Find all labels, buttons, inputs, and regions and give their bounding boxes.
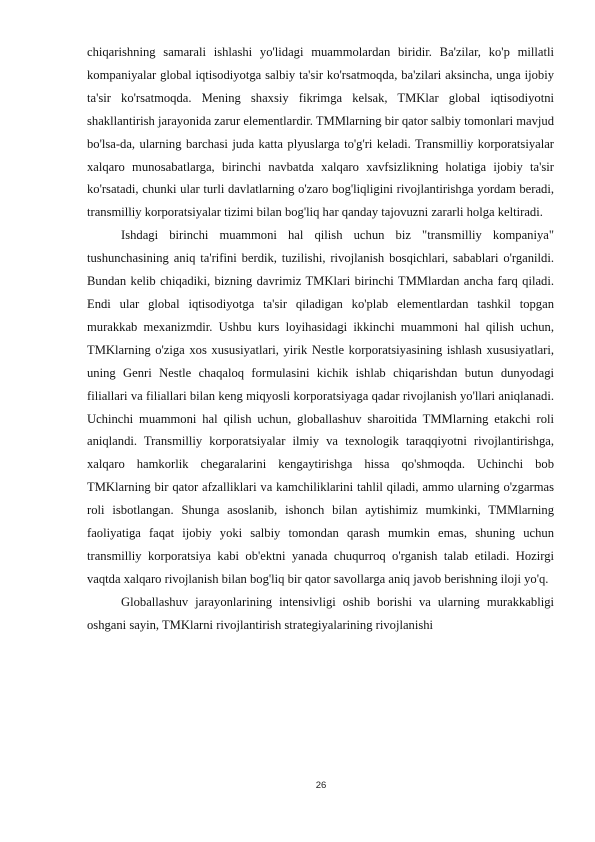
paragraph-3: Globallashuv jarayonlarining intensivligi oshib borishi va ularning murakkabligi oshgani sayin, TMKlarni rivojlantirish strategiyalarining rivojlanishi xyxy=(87,594,554,632)
document-body xyxy=(87,41,554,637)
page-number: 26 xyxy=(315,780,327,791)
paragraph-1: chiqarishning samarali ishlashi yo'lidagi muammolardan biridir. Ba'zilar, ko'p millatli kompaniyalar global iqtisodiyotga salbiy ta'sir ko'rsatmoqda, ba'zilari aksincha, unga ijobiy ta'sir ko'rsatmoqda. Mening shaxsiy fikrimga kelsak, TMKlar global iqtisodiyotni shakllantirish jarayonida zarur elementlardir. TMMlarning bir qator salbiy tomonlari mavjud bo'lsa-da, ularning barchasi juda katta plyuslarga to'g'ri keladi. Transmilliy korporatsiyalar xalqaro munosabatlarga, birinchi navbatda xalqaro xavfsizlikning holatiga ijobiy ta'sir ko'rsatadi, chunki ular turli davlatlarning o'zaro bog'liqligini rivojlantirishga yordam beradi, transmilliy korporatsiyalar tizimi bilan bog'liq har qanday tajovuzni zararli holga keltiradi. xyxy=(87,45,555,220)
paragraph-2: Ishdagi birinchi muammoni hal qilish uchun biz "transmilliy kompaniya" tushunchasining aniq ta'rifini berdik, tuzilishi, rivojlanish bosqichlari, sabablari o'rganildi. Bundan kelib chiqadiki, bizning davrimiz TMKlari birinchi TMMlardan ancha farq qiladi. Endi ular global iqtisodiyotga ta'sir qiladigan ko'plab elementlardan tashkil topgan murakkab mexanizmdir. Ushbu kurs loyihasidagi ikkinchi muammoni hal qilish uchun, TMKlarning o'ziga xos xususiyatlari, yirik Nestle korporatsiyasining ishlash xususiyatlari, uning Genri Nestle chaqaloq formulasini kichik ishlab chiqarishdan butun dunyodagi filiallari va filiallari bilan keng miqyosli korporatsiyaga qadar rivojlanish yo'llari aniqlanadi. Uchinchi muammoni hal qilish uchun, globallashuv sharoitida TMMlarning etakchi roli aniqlandi. Transmilliy korporatsiyalar ilmiy va texnologik taraqqiyotni rivojlantirishga, xalqaro hamkorlik chegaralarini kengaytirishga hissa qo'shmoqda. Uchinchi bob TMKlarning bir qator afzalliklari va kamchiliklarini tahlil qiladi, ammo ularning o'zgarmas roli isbotlangan. Shunga asoslanib, ishonch bilan aytishimiz mumkinki, TMMlarning faoliyatiga faqat ijobiy yoki salbiy tomondan qarash mumkin emas, shuning uchun transmilliy korporatsiya kabi ob'ektni yanada chuqurroq o'rganish talab etiladi. Hozirgi vaqtda xalqaro rivojlanish bilan bog'liq bir qator savollarga aniq javob berishning iloji yo'q. xyxy=(87,228,554,586)
